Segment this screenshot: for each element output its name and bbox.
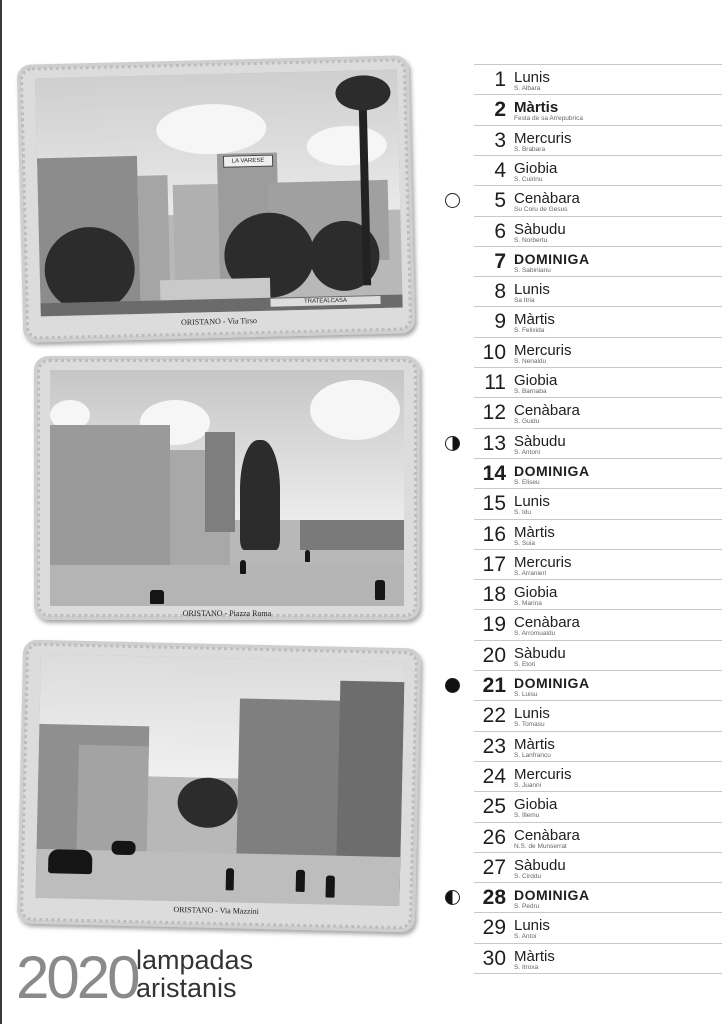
saint-name: S. Tomasu <box>514 721 545 729</box>
saint-name: S. Sabinianu <box>514 266 551 274</box>
day-number: 30 <box>482 946 506 970</box>
weekday-name: Màrtis <box>514 735 555 753</box>
day-number: 28 <box>482 886 506 910</box>
saint-name: S. Cuirinu <box>514 175 543 183</box>
saint-name: S. Lanfrancu <box>514 751 551 759</box>
weekday-name: Lunis <box>514 281 550 299</box>
day-row <box>474 216 722 247</box>
calendar-title-line2: aristanis <box>136 973 237 1003</box>
day-number: 27 <box>482 855 506 879</box>
saint-name: S. Brabara <box>514 145 546 153</box>
day-row <box>474 882 722 913</box>
day-number: 13 <box>482 431 506 455</box>
photo-via-tirso <box>35 70 403 317</box>
weekday-name: Giobia <box>514 372 558 389</box>
saint-name: S. Luisu <box>514 691 538 698</box>
day-number: 24 <box>482 764 506 788</box>
saint-name: S. Illemu <box>514 812 540 820</box>
weekday-name: DOMINIGA <box>514 250 590 267</box>
weekday-name: Cenàbara <box>514 402 580 420</box>
weekday-name: Lunis <box>514 705 550 723</box>
day-row <box>474 64 722 95</box>
saint-name: S. Albara <box>514 85 541 92</box>
day-number: 29 <box>482 916 506 940</box>
day-number: 1 <box>494 68 506 91</box>
day-number: 7 <box>494 249 506 273</box>
photo-piazza-roma <box>50 370 404 606</box>
day-row <box>474 609 722 640</box>
saint-name: Sa Itria <box>514 297 535 305</box>
photo-card-piazza-roma <box>34 356 420 620</box>
saint-name: S. Arromualdu <box>514 630 556 638</box>
day-row <box>474 276 722 307</box>
weekday-name: DOMINIGA <box>514 462 590 479</box>
day-row <box>474 822 722 853</box>
day-number: 9 <box>494 310 506 334</box>
day-number: 12 <box>482 401 506 425</box>
day-number: 10 <box>482 340 506 364</box>
day-row <box>474 337 722 368</box>
saint-name: S. Antoi <box>514 933 537 941</box>
weekday-name: Sàbudu <box>514 220 566 238</box>
saint-name: S. Guidu <box>514 418 540 426</box>
weekday-name: Giobia <box>514 796 558 814</box>
moon-phase-icon <box>445 678 460 693</box>
photo-caption: ORISTANO - Via Tirso <box>180 316 258 327</box>
weekday-name: Sàbudu <box>514 856 566 874</box>
saint-name: S. Nenaldu <box>514 357 547 365</box>
saint-name: S. Etori <box>514 660 536 668</box>
saint-name: S. Antoni <box>514 448 541 456</box>
day-row <box>474 306 722 337</box>
moon-phase-icon <box>445 193 460 208</box>
weekday-name: Màrtis <box>514 99 559 117</box>
day-number: 6 <box>494 219 506 243</box>
day-row <box>474 155 722 186</box>
day-row <box>474 912 722 943</box>
saint-name: S. Juanni <box>514 781 542 789</box>
photo-via-mazzini <box>35 654 404 906</box>
weekday-name: DOMINIGA <box>514 887 590 904</box>
calendar-title-line1: lampadas <box>136 945 254 975</box>
weekday-name: DOMINIGA <box>514 675 590 691</box>
saint-name: S. Marina <box>514 600 542 608</box>
saint-name: S. Felixida <box>514 327 545 335</box>
saint-name: S. Eliseu <box>514 478 540 486</box>
moon-phase-icon <box>445 436 460 451</box>
day-number: 16 <box>482 522 506 546</box>
saint-name: S. Arranieri <box>514 569 547 577</box>
day-row <box>474 640 722 671</box>
saint-name: S. Suia <box>514 539 535 547</box>
weekday-name: Cenàbara <box>514 826 580 844</box>
day-number: 22 <box>482 704 506 728</box>
calendar-end-rule <box>474 973 722 974</box>
day-number: 15 <box>482 492 506 516</box>
day-row <box>474 579 722 610</box>
binding-edge <box>0 0 2 1024</box>
weekday-name: Lunis <box>514 493 550 511</box>
weekday-name: Sàbudu <box>514 644 566 662</box>
weekday-name: Màrtis <box>514 523 555 541</box>
day-row <box>474 670 722 701</box>
day-row <box>474 852 722 883</box>
day-number: 8 <box>494 280 506 304</box>
day-row <box>474 367 722 398</box>
day-number: 3 <box>494 128 506 152</box>
day-number: 14 <box>482 461 506 485</box>
weekday-name: Mercuris <box>514 129 572 147</box>
day-row <box>474 700 722 731</box>
weekday-name: Giobia <box>514 159 558 177</box>
photo-card-via-mazzini <box>17 640 421 933</box>
sign-tratealcasa: TRATEALCASA <box>270 296 380 307</box>
day-number: 19 <box>482 613 506 637</box>
weekday-name: Màrtis <box>514 947 555 965</box>
weekday-name: Sàbudu <box>514 432 566 450</box>
day-row <box>474 125 722 156</box>
day-number: 25 <box>482 795 506 819</box>
weekday-name: Mercuris <box>514 341 572 359</box>
saint-name: Festa de sa Arrepubrica <box>514 115 584 123</box>
day-row <box>474 428 722 459</box>
day-number: 18 <box>482 583 506 607</box>
weekday-name: Cenàbara <box>514 190 580 208</box>
weekday-name: Lunis <box>514 917 550 935</box>
day-row <box>474 519 722 550</box>
photo-caption: ORISTANO - Via Mazzini <box>173 904 260 916</box>
day-number: 20 <box>482 643 506 667</box>
saint-name: S. Idu <box>514 509 531 517</box>
sign-la-varese: LA VARESE <box>223 155 273 168</box>
day-row <box>474 397 722 428</box>
day-number: 2 <box>494 98 506 122</box>
day-row <box>474 246 722 277</box>
day-row <box>474 458 722 489</box>
weekday-name: Cenàbara <box>514 614 580 632</box>
day-number: 17 <box>482 552 506 576</box>
calendar-year: 2020 <box>16 944 138 1011</box>
weekday-name: Màrtis <box>514 311 555 329</box>
saint-name: S. Norbertu <box>514 236 548 244</box>
day-number: 4 <box>494 158 506 182</box>
saint-name: S. Itroxa <box>514 963 539 971</box>
day-row <box>474 761 722 792</box>
saint-name: Su Coru de Gesus <box>514 206 568 214</box>
saint-name: S. Cirddu <box>514 872 542 880</box>
day-number: 11 <box>484 371 506 394</box>
day-row <box>474 549 722 580</box>
weekday-name: Giobia <box>514 584 558 602</box>
day-row <box>474 94 722 125</box>
saint-name: N.S. de Munserrat <box>514 842 567 850</box>
day-row <box>474 943 722 974</box>
saint-name: S. Barnaba <box>514 388 547 395</box>
day-row <box>474 731 722 762</box>
day-row <box>474 185 722 216</box>
day-number: 21 <box>482 674 506 697</box>
day-row <box>474 791 722 822</box>
day-number: 5 <box>494 189 506 213</box>
photo-card-via-tirso <box>17 55 416 342</box>
weekday-name: Lunis <box>514 69 550 86</box>
day-row <box>474 488 722 519</box>
weekday-name: Mercuris <box>514 553 572 571</box>
photo-caption: ORISTANO - Piazza Roma <box>182 609 272 618</box>
day-number: 26 <box>482 825 506 849</box>
day-number: 23 <box>482 734 506 758</box>
saint-name: S. Pedru <box>514 903 540 911</box>
moon-phase-icon <box>445 890 460 905</box>
weekday-name: Mercuris <box>514 765 572 783</box>
